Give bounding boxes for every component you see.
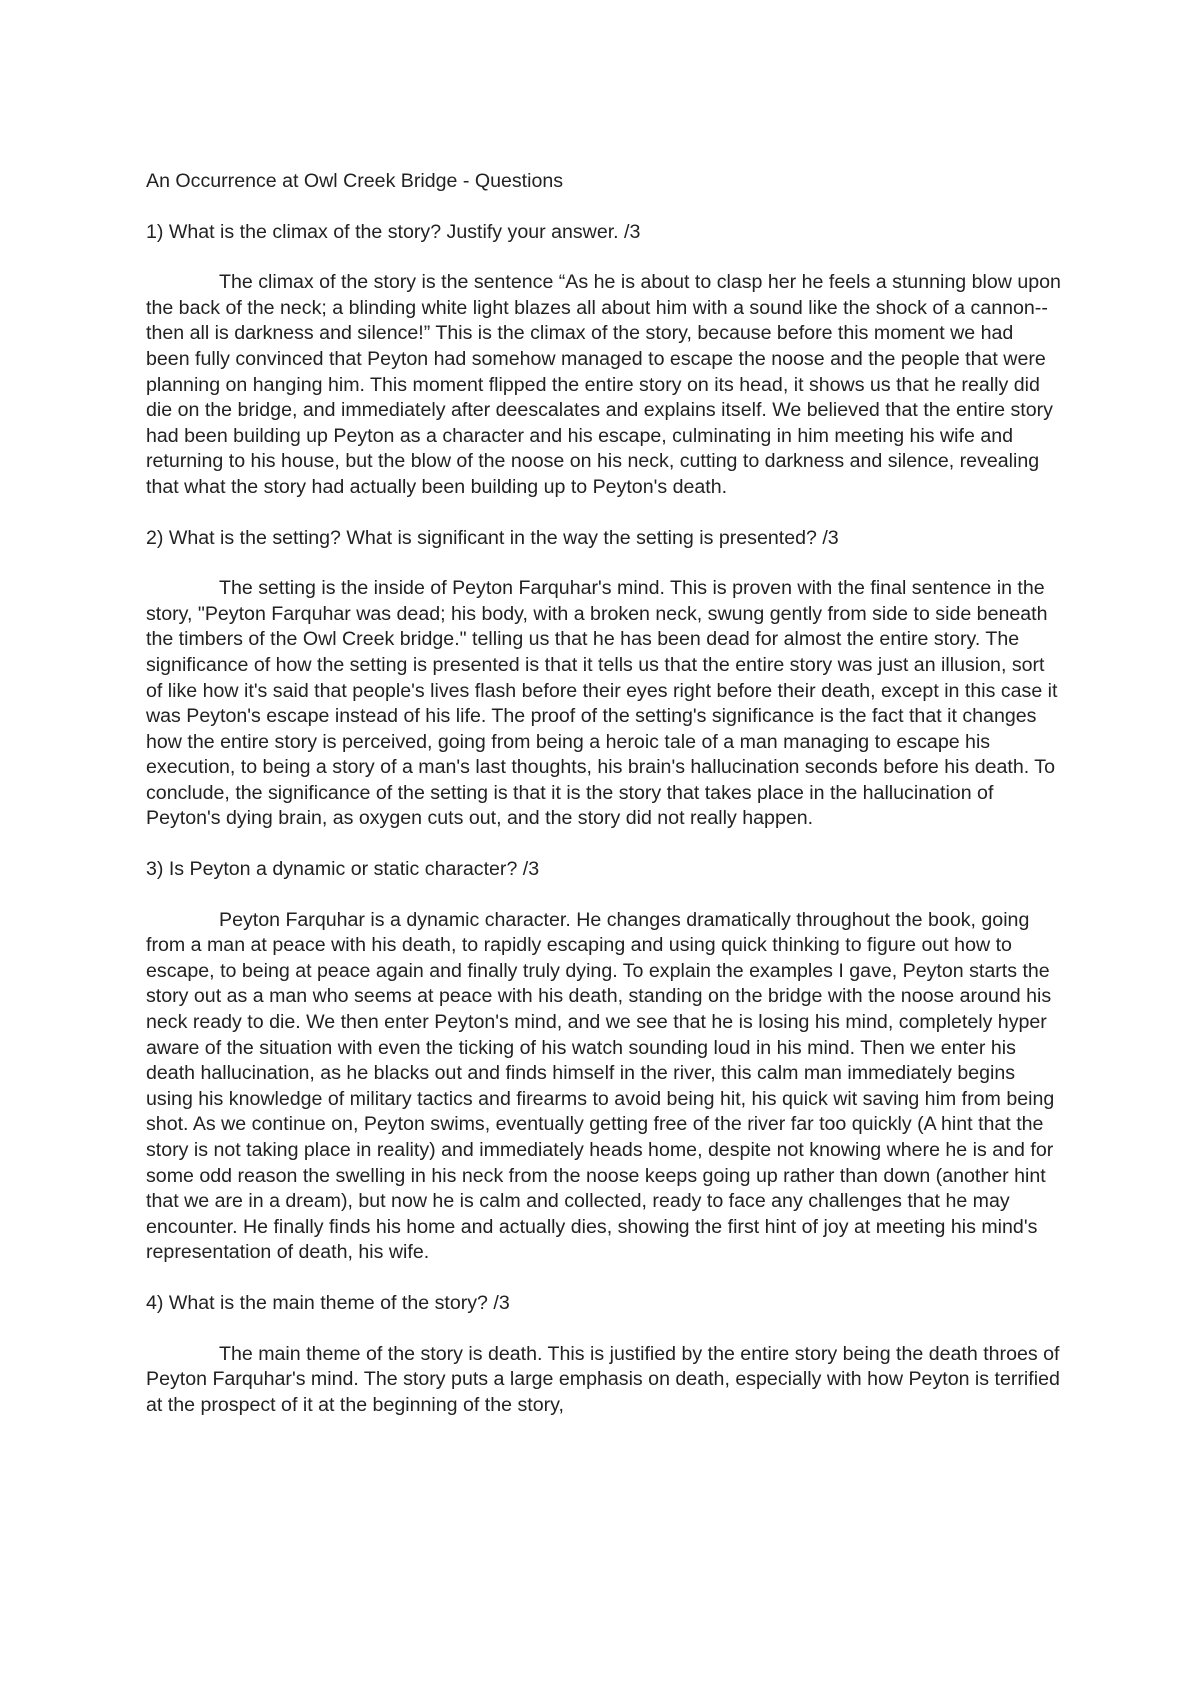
document-body — [146, 169, 1061, 1443]
question-3: 3) Is Peyton a dynamic or static character? /3 — [146, 858, 540, 881]
answer-3: Peyton Farquhar is a dynamic character. He changes dramatically throughout the book, going from a man at peace with his death, to rapidly escaping and using quick thinking to figure out how to escape, to being at peace again and finally truly dying. To explain the examples I gave, Peyton starts the story out as a man who seems at peace with his death, standing on the bridge with the noose around his neck ready to die. We then enter Peyton's mind, and we see that he is losing his mind, completely hyper aware of the situation with even the ticking of his watch sounding loud in his mind. Then we enter his death hallucination, as he blacks out and finds himself in the river, this calm man immediately begins using his knowledge of military tactics and firearms to avoid being hit, his quick wit saving him from being shot. As we continue on, Peyton swims, eventually getting free of the river far too quickly (A hint that the story is not taking place in reality) and immediately heads home, despite not knowing where he is and for some odd reason the swelling in his neck from the noose keeps going up rather than down (another hint that we are in a dream), but now he is calm and collected, ready to face any challenges that he may encounter. He finally finds his home and actually dies, showing the first hint of joy at meeting his mind's representation of death, his wife. — [146, 908, 1055, 1264]
question-section-3 — [146, 857, 1061, 1266]
question-2: 2) What is the setting? What is significant in the way the setting is presented? /3 — [146, 526, 839, 549]
question-section-2 — [146, 526, 1061, 833]
document-title: An Occurrence at Owl Creek Bridge - Questions — [146, 170, 564, 192]
answer-4: The main theme of the story is death. This is justified by the entire story being the death throes of Peyton Farquhar's mind. The story puts a large emphasis on death, especially with how Peyton is terrified at the prospect of it at the beginning of the story, — [146, 1342, 1060, 1416]
answer-1: The climax of the story is the sentence “As he is about to clasp her he feels a stunning blow upon the back of the neck; a blinding white light blazes all about him with a sound like the shock of a cannon--then all is darkness and silence!” This is the climax of the story, because before this moment we had been fully convinced that Peyton had somehow managed to escape the noose and the people that were planning on hanging him. This moment flipped the entire story on its head, it shows us that he really did die on the bridge, and immediately after deescalates and explains itself. We believed that the entire story had been building up Peyton as a character and his escape, culminating in him meeting his wife and returning to his house, but the blow of the noose on his neck, cutting to darkness and silence, revealing that what the story had actually been building up to Peyton's death. — [146, 271, 1061, 498]
question-1: 1) What is the climax of the story? Justify your answer. /3 — [146, 220, 641, 243]
question-section-4 — [146, 1291, 1061, 1418]
question-4: 4) What is the main theme of the story? /3 — [146, 1291, 510, 1314]
answer-2: The setting is the inside of Peyton Farquhar's mind. This is proven with the final sentence in the story, "Peyton Farquhar was dead; his body, with a broken neck, swung gently from side to side beneath the timbers of the Owl Creek bridge." telling us that he has been dead for almost the entire story. The significance of how the setting is presented is that it tells us that the entire story was just an illusion, sort of like how it's said that people's lives flash before their eyes right before their death, except in this case it was Peyton's escape instead of his life. The proof of the setting's significance is the fact that it changes how the entire story is perceived, going from being a heroic tale of a man managing to escape his execution, to being a story of a man's last thoughts, his brain's hallucination seconds before his death. To conclude, the significance of the setting is that it is the story that takes place in the hallucination of Peyton's dying brain, as oxygen cuts out, and the story did not really happen. — [146, 577, 1058, 830]
question-section-1 — [146, 220, 1061, 501]
